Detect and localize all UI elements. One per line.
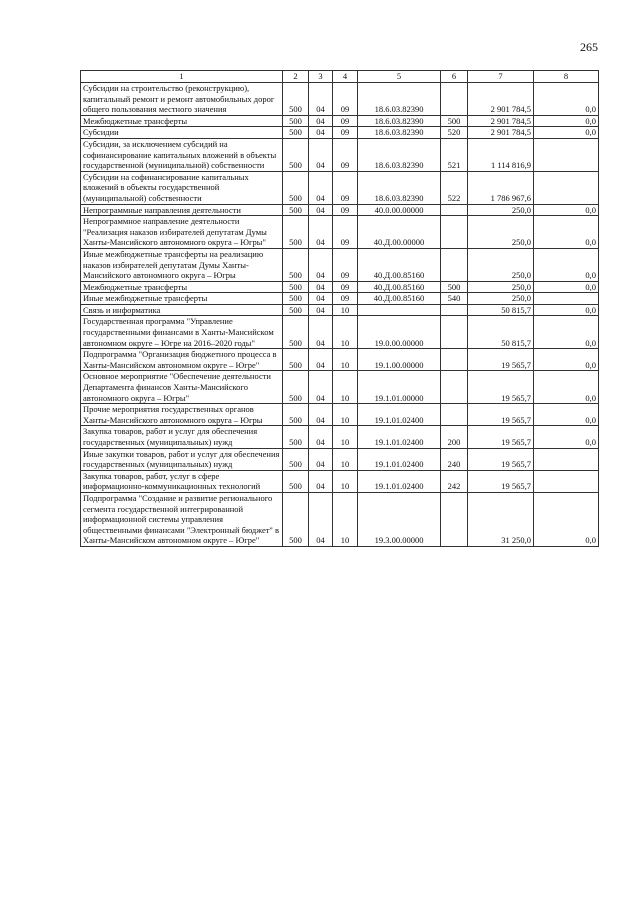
admin-code-cell: 500 xyxy=(283,83,309,116)
section-code-cell: 04 xyxy=(309,371,333,404)
expense-type-cell xyxy=(441,349,468,371)
target-article-cell xyxy=(358,304,441,316)
table-row xyxy=(81,216,599,249)
expense-type-cell xyxy=(441,316,468,349)
change-amount-cell: 0,0 xyxy=(534,304,599,316)
table-body xyxy=(81,83,599,547)
column-header: 6 xyxy=(441,71,468,83)
amount-cell: 1 114 816,9 xyxy=(468,138,534,171)
admin-code-cell: 500 xyxy=(283,470,309,492)
table-row xyxy=(81,492,599,546)
table-row xyxy=(81,371,599,404)
admin-code-cell: 500 xyxy=(283,316,309,349)
change-amount-cell: 0,0 xyxy=(534,371,599,404)
row-name-cell: Межбюджетные трансферты xyxy=(81,281,283,293)
subsection-code-cell: 10 xyxy=(333,371,358,404)
row-name-cell: Субсидии xyxy=(81,127,283,139)
amount-cell: 250,0 xyxy=(468,293,534,305)
admin-code-cell: 500 xyxy=(283,492,309,546)
column-header: 8 xyxy=(534,71,599,83)
change-amount-cell: 0,0 xyxy=(534,127,599,139)
expense-type-cell: 242 xyxy=(441,470,468,492)
target-article-cell: 18.6.03.82390 xyxy=(358,127,441,139)
subsection-code-cell: 10 xyxy=(333,404,358,426)
admin-code-cell: 500 xyxy=(283,171,309,204)
amount-cell: 1 786 967,6 xyxy=(468,171,534,204)
change-amount-cell: 0,0 xyxy=(534,248,599,281)
change-amount-cell xyxy=(534,138,599,171)
target-article-cell: 19.0.00.00000 xyxy=(358,316,441,349)
amount-cell: 250,0 xyxy=(468,204,534,216)
amount-cell: 2 901 784,5 xyxy=(468,115,534,127)
subsection-code-cell: 09 xyxy=(333,281,358,293)
change-amount-cell: 0,0 xyxy=(534,492,599,546)
section-code-cell: 04 xyxy=(309,115,333,127)
expense-type-cell xyxy=(441,404,468,426)
amount-cell: 50 815,7 xyxy=(468,316,534,349)
subsection-code-cell: 10 xyxy=(333,470,358,492)
amount-cell: 31 250,0 xyxy=(468,492,534,546)
admin-code-cell: 500 xyxy=(283,426,309,448)
admin-code-cell: 500 xyxy=(283,115,309,127)
column-header: 3 xyxy=(309,71,333,83)
row-name-cell: Закупка товаров, работ, услуг в сфере информационно-коммуникационных технологий xyxy=(81,470,283,492)
admin-code-cell: 500 xyxy=(283,448,309,470)
subsection-code-cell: 10 xyxy=(333,304,358,316)
table-row xyxy=(81,281,599,293)
subsection-code-cell: 10 xyxy=(333,349,358,371)
target-article-cell: 19.3.00.00000 xyxy=(358,492,441,546)
subsection-code-cell: 09 xyxy=(333,115,358,127)
expense-type-cell: 520 xyxy=(441,127,468,139)
target-article-cell: 19.1.00.00000 xyxy=(358,349,441,371)
section-code-cell: 04 xyxy=(309,304,333,316)
change-amount-cell: 0,0 xyxy=(534,115,599,127)
target-article-cell: 40.Д.00.85160 xyxy=(358,293,441,305)
amount-cell: 19 565,7 xyxy=(468,349,534,371)
subsection-code-cell: 10 xyxy=(333,316,358,349)
row-name-cell: Непрограммные направления деятельности xyxy=(81,204,283,216)
table-row xyxy=(81,248,599,281)
table-row xyxy=(81,171,599,204)
section-code-cell: 04 xyxy=(309,127,333,139)
column-header: 1 xyxy=(81,71,283,83)
section-code-cell: 04 xyxy=(309,293,333,305)
table-row xyxy=(81,304,599,316)
row-name-cell: Субсидии на софинансирование капитальных вложений в объекты государственной (муниципальной) собственности xyxy=(81,171,283,204)
change-amount-cell: 0,0 xyxy=(534,426,599,448)
admin-code-cell: 500 xyxy=(283,281,309,293)
table-row xyxy=(81,404,599,426)
amount-cell: 19 565,7 xyxy=(468,448,534,470)
amount-cell: 19 565,7 xyxy=(468,426,534,448)
admin-code-cell: 500 xyxy=(283,349,309,371)
amount-cell: 19 565,7 xyxy=(468,470,534,492)
section-code-cell: 04 xyxy=(309,83,333,116)
row-name-cell: Связь и информатика xyxy=(81,304,283,316)
section-code-cell: 04 xyxy=(309,492,333,546)
row-name-cell: Подпрограмма "Создание и развитие регионального сегмента государственной интегрированной информационной системы управления общественными финансами "Электронный бюджет" в Ханты-Мансийском автономном округе – Югре" xyxy=(81,492,283,546)
row-name-cell: Межбюджетные трансферты xyxy=(81,115,283,127)
expense-type-cell xyxy=(441,204,468,216)
change-amount-cell: 0,0 xyxy=(534,281,599,293)
table-row xyxy=(81,293,599,305)
subsection-code-cell: 09 xyxy=(333,293,358,305)
expense-type-cell: 521 xyxy=(441,138,468,171)
budget-table xyxy=(80,70,599,547)
row-name-cell: Непрограммное направление деятельности "Реализация наказов избирателей депутатам Думы Ханты-Мансийского автономного округа – Югры" xyxy=(81,216,283,249)
admin-code-cell: 500 xyxy=(283,248,309,281)
expense-type-cell: 200 xyxy=(441,426,468,448)
target-article-cell: 19.1.01.02400 xyxy=(358,404,441,426)
subsection-code-cell: 09 xyxy=(333,83,358,116)
target-article-cell: 19.1.01.02400 xyxy=(358,470,441,492)
column-header: 2 xyxy=(283,71,309,83)
section-code-cell: 04 xyxy=(309,316,333,349)
section-code-cell: 04 xyxy=(309,204,333,216)
admin-code-cell: 500 xyxy=(283,216,309,249)
admin-code-cell: 500 xyxy=(283,293,309,305)
change-amount-cell: 0,0 xyxy=(534,404,599,426)
target-article-cell: 18.6.03.82390 xyxy=(358,171,441,204)
admin-code-cell: 500 xyxy=(283,138,309,171)
amount-cell: 250,0 xyxy=(468,248,534,281)
expense-type-cell: 540 xyxy=(441,293,468,305)
amount-cell: 50 815,7 xyxy=(468,304,534,316)
expense-type-cell xyxy=(441,83,468,116)
table-row xyxy=(81,349,599,371)
table-row xyxy=(81,316,599,349)
change-amount-cell xyxy=(534,448,599,470)
subsection-code-cell: 09 xyxy=(333,171,358,204)
row-name-cell: Субсидии, за исключением субсидий на софинансирование капитальных вложений в объекты государственной (муниципальной) собственности xyxy=(81,138,283,171)
change-amount-cell: 0,0 xyxy=(534,349,599,371)
table-row xyxy=(81,426,599,448)
subsection-code-cell: 09 xyxy=(333,138,358,171)
table-row xyxy=(81,448,599,470)
table-row xyxy=(81,138,599,171)
section-code-cell: 04 xyxy=(309,470,333,492)
amount-cell: 2 901 784,5 xyxy=(468,127,534,139)
row-name-cell: Подпрограмма "Организация бюджетного процесса в Ханты-Мансийском автономном округе – Югре" xyxy=(81,349,283,371)
amount-cell: 250,0 xyxy=(468,281,534,293)
target-article-cell: 40.Д.00.85160 xyxy=(358,248,441,281)
row-name-cell: Иные межбюджетные трансферты на реализацию наказов избирателей депутатам Думы Ханты-Мансийского автономного округа – Югры xyxy=(81,248,283,281)
section-code-cell: 04 xyxy=(309,426,333,448)
amount-cell: 2 901 784,5 xyxy=(468,83,534,116)
row-name-cell: Основное мероприятие "Обеспечение деятельности Департамента финансов Ханты-Мансийского автономного округа – Югры" xyxy=(81,371,283,404)
table-row xyxy=(81,127,599,139)
section-code-cell: 04 xyxy=(309,248,333,281)
change-amount-cell xyxy=(534,171,599,204)
admin-code-cell: 500 xyxy=(283,371,309,404)
change-amount-cell xyxy=(534,470,599,492)
change-amount-cell: 0,0 xyxy=(534,83,599,116)
column-header: 4 xyxy=(333,71,358,83)
section-code-cell: 04 xyxy=(309,448,333,470)
section-code-cell: 04 xyxy=(309,281,333,293)
subsection-code-cell: 09 xyxy=(333,204,358,216)
expense-type-cell xyxy=(441,492,468,546)
admin-code-cell: 500 xyxy=(283,127,309,139)
subsection-code-cell: 09 xyxy=(333,248,358,281)
target-article-cell: 18.6.03.82390 xyxy=(358,83,441,116)
target-article-cell: 40.Д.00.85160 xyxy=(358,281,441,293)
target-article-cell: 19.1.01.02400 xyxy=(358,448,441,470)
amount-cell: 19 565,7 xyxy=(468,404,534,426)
row-name-cell: Государственная программа "Управление государственными финансами в Ханты-Мансийском автономном округе – Югре на 2016–2020 годы" xyxy=(81,316,283,349)
table-row xyxy=(81,204,599,216)
expense-type-cell: 500 xyxy=(441,115,468,127)
subsection-code-cell: 10 xyxy=(333,492,358,546)
change-amount-cell: 0,0 xyxy=(534,216,599,249)
row-name-cell: Субсидии на строительство (реконструкцию), капитальный ремонт и ремонт автомобильных дорог общего пользования местного значения xyxy=(81,83,283,116)
subsection-code-cell: 10 xyxy=(333,426,358,448)
table-row xyxy=(81,470,599,492)
section-code-cell: 04 xyxy=(309,138,333,171)
target-article-cell: 19.1.01.02400 xyxy=(358,426,441,448)
expense-type-cell: 500 xyxy=(441,281,468,293)
admin-code-cell: 500 xyxy=(283,304,309,316)
section-code-cell: 04 xyxy=(309,404,333,426)
row-name-cell: Прочие мероприятия государственных органов Ханты-Мансийского автономного округа – Югры xyxy=(81,404,283,426)
subsection-code-cell: 09 xyxy=(333,127,358,139)
target-article-cell: 19.1.01.00000 xyxy=(358,371,441,404)
table-header-row xyxy=(81,71,599,83)
column-header: 5 xyxy=(358,71,441,83)
subsection-code-cell: 09 xyxy=(333,216,358,249)
change-amount-cell: 0,0 xyxy=(534,316,599,349)
admin-code-cell: 500 xyxy=(283,204,309,216)
target-article-cell: 18.6.03.82390 xyxy=(358,138,441,171)
admin-code-cell: 500 xyxy=(283,404,309,426)
subsection-code-cell: 10 xyxy=(333,448,358,470)
row-name-cell: Иные межбюджетные трансферты xyxy=(81,293,283,305)
row-name-cell: Закупка товаров, работ и услуг для обеспечения государственных (муниципальных) нужд xyxy=(81,426,283,448)
expense-type-cell xyxy=(441,371,468,404)
section-code-cell: 04 xyxy=(309,216,333,249)
expense-type-cell: 522 xyxy=(441,171,468,204)
target-article-cell: 40.0.00.00000 xyxy=(358,204,441,216)
table-row xyxy=(81,83,599,116)
row-name-cell: Иные закупки товаров, работ и услуг для обеспечения государственных (муниципальных) нужд xyxy=(81,448,283,470)
change-amount-cell: 0,0 xyxy=(534,204,599,216)
expense-type-cell xyxy=(441,248,468,281)
page-number: 265 xyxy=(580,40,598,54)
section-code-cell: 04 xyxy=(309,349,333,371)
amount-cell: 19 565,7 xyxy=(468,371,534,404)
target-article-cell: 18.6.03.82390 xyxy=(358,115,441,127)
section-code-cell: 04 xyxy=(309,171,333,204)
column-header: 7 xyxy=(468,71,534,83)
table-row xyxy=(81,115,599,127)
expense-type-cell: 240 xyxy=(441,448,468,470)
amount-cell: 250,0 xyxy=(468,216,534,249)
expense-type-cell xyxy=(441,304,468,316)
expense-type-cell xyxy=(441,216,468,249)
target-article-cell: 40.Д.00.00000 xyxy=(358,216,441,249)
change-amount-cell xyxy=(534,293,599,305)
